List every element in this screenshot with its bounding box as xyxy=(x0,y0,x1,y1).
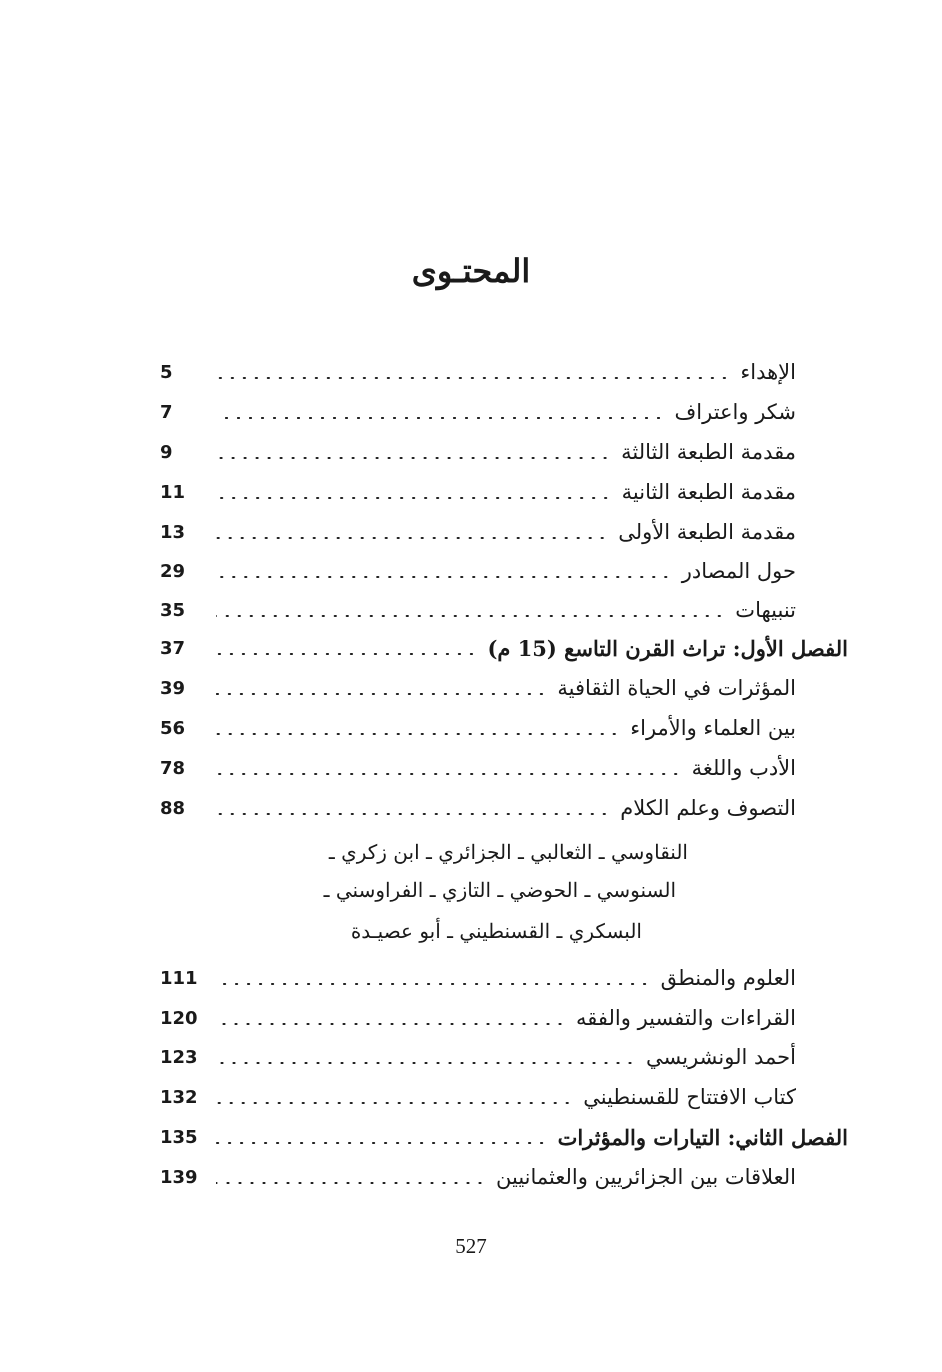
toc-entry xyxy=(160,708,796,748)
toc-entry-label: التصوف وعلم الكلام xyxy=(620,796,796,820)
dot-leader xyxy=(216,983,651,985)
dot-leader xyxy=(216,497,612,499)
toc-entry-page: 9 xyxy=(160,441,173,463)
names-line: السنوسي ـ الحوضي ـ التازي ـ الفراوسني ـ xyxy=(323,878,676,902)
toc-entry xyxy=(160,1157,796,1197)
toc-entry-label: القراءات والتفسير والفقه xyxy=(576,1006,796,1030)
toc-entry-label: حول المصادر xyxy=(681,559,796,583)
toc-entry xyxy=(160,748,796,788)
dot-leader xyxy=(216,773,682,775)
toc-chapter-heading xyxy=(160,628,848,668)
toc-entry-label: مقدمة الطبعة الأولى xyxy=(618,520,796,544)
dot-leader xyxy=(216,1023,566,1025)
toc-entry-label: مقدمة الطبعة الثالثة xyxy=(621,440,796,464)
toc-entry-label: العلوم والمنطق xyxy=(660,966,796,990)
toc-entry xyxy=(160,1037,796,1077)
toc-entry-page: 123 xyxy=(160,1046,198,1068)
toc-entry xyxy=(160,392,796,432)
toc-entry-label: تنبيهات xyxy=(735,598,796,622)
toc-entry xyxy=(160,472,796,512)
toc-entry-label: الإهداء xyxy=(740,360,796,384)
toc-entry-label: أحمد الونشريسي xyxy=(646,1045,796,1069)
toc-entry-page: 35 xyxy=(160,599,186,621)
toc-entry-page: 39 xyxy=(160,677,186,699)
toc-entry-label: شكر واعتراف xyxy=(674,400,796,424)
toc-entry-label: كتاب الافتتاح للقسنطيني xyxy=(583,1085,796,1109)
toc-entry-page: 120 xyxy=(160,1007,198,1029)
toc-entry-page: 37 xyxy=(160,637,186,659)
page-number: 527 xyxy=(455,1234,487,1258)
toc-entry-label: المؤثرات في الحياة الثقافية xyxy=(557,676,796,700)
toc-entry xyxy=(160,432,796,472)
dot-leader xyxy=(216,1062,636,1064)
dot-leader xyxy=(216,693,547,695)
page-title: المحتـوى xyxy=(411,252,531,290)
toc-entry-label: الأدب واللغة xyxy=(691,756,796,780)
toc-entry xyxy=(160,1077,796,1117)
toc-entry xyxy=(160,551,796,591)
names-line: النقاوسي ـ الثعالبي ـ الجزائري ـ ابن زكري ـ xyxy=(328,840,688,864)
toc-entry xyxy=(160,668,796,708)
toc-entry xyxy=(160,352,796,392)
dot-leader xyxy=(216,457,611,459)
dot-leader xyxy=(216,576,672,578)
toc-entry-label: الفصل الثاني: التيارات والمؤثرات xyxy=(557,1124,848,1150)
toc-entry-page: 7 xyxy=(160,401,173,423)
toc-entry-page: 11 xyxy=(160,481,186,503)
toc-entry-label: العلاقات بين الجزائريين والعثمانيين xyxy=(496,1165,796,1189)
toc-entry-page: 29 xyxy=(160,560,186,582)
toc-chapter-heading xyxy=(160,1117,848,1157)
toc-entry-page: 135 xyxy=(160,1126,198,1148)
toc-entry-page: 56 xyxy=(160,717,186,739)
dot-leader xyxy=(216,1142,548,1144)
dot-leader xyxy=(216,1102,573,1104)
toc-entry-page: 111 xyxy=(160,967,198,989)
toc-entry xyxy=(160,958,796,998)
dot-leader xyxy=(216,733,620,735)
toc-entry-label: بين العلماء والأمراء xyxy=(630,716,796,740)
toc-entry xyxy=(160,590,796,630)
toc-entry xyxy=(160,788,796,828)
toc-entry xyxy=(160,512,796,552)
dot-leader xyxy=(216,1182,486,1184)
toc-entry-page: 13 xyxy=(160,521,186,543)
toc-entry-page: 78 xyxy=(160,757,186,779)
dot-leader xyxy=(216,537,608,539)
toc-entry xyxy=(160,998,796,1038)
dot-leader xyxy=(216,615,725,617)
names-line: البسكري ـ القسنطيني ـ أبو عصيـدة xyxy=(350,919,642,943)
toc-entry-page: 88 xyxy=(160,797,186,819)
dot-leader xyxy=(216,377,730,379)
dot-leader xyxy=(216,813,610,815)
dot-leader xyxy=(216,417,665,419)
toc-entry-label: مقدمة الطبعة الثانية xyxy=(621,480,796,504)
dot-leader xyxy=(216,653,477,655)
toc-entry-page: 139 xyxy=(160,1166,198,1188)
toc-entry-label: الفصل الأول: تراث القرن التاسع (15 م) xyxy=(487,635,848,661)
toc-entry-page: 132 xyxy=(160,1086,198,1108)
toc-entry-page: 5 xyxy=(160,361,173,383)
